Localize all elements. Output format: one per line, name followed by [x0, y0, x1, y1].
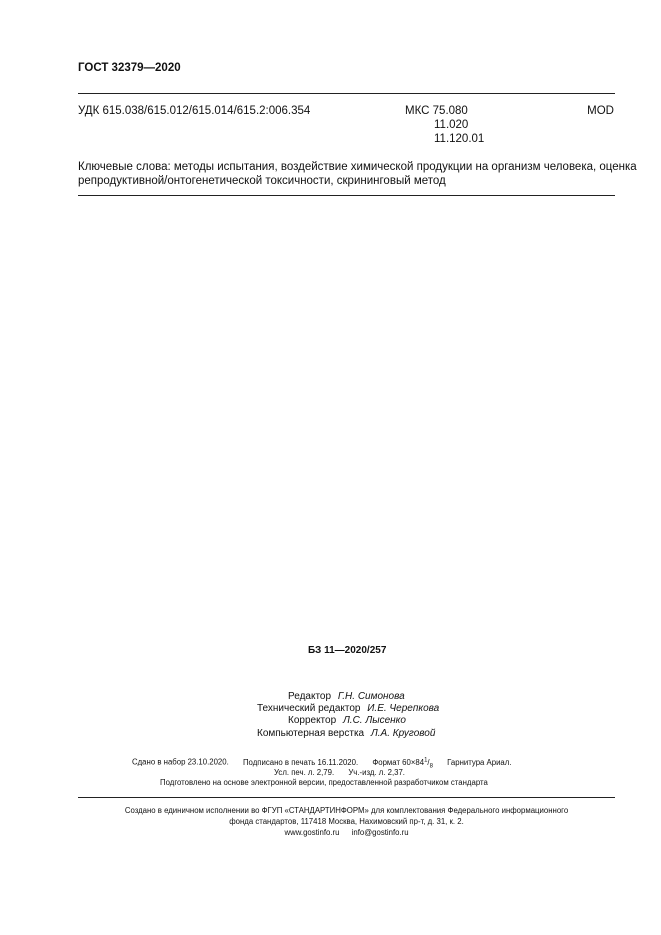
- staff-corrector: [288, 714, 406, 727]
- staff-role: Компьютерная верстка: [257, 728, 365, 739]
- divider-keywords: [78, 195, 615, 196]
- footer-line-2: фонда стандартов, 117418 Москва, Нахимовский пр-т, д. 31, к. 2.: [229, 817, 464, 826]
- imprint-font: Гарнитура Ариал.: [447, 757, 512, 767]
- footer-site-link[interactable]: www.gostinfo.ru: [284, 828, 340, 837]
- imprint-signed: Подписано в печать 16.11.2020.: [242, 757, 359, 767]
- divider-footer: [78, 797, 615, 798]
- gost-code: ГОСТ 32379—2020: [78, 62, 181, 74]
- mks-code: МКС 75.080: [405, 105, 468, 117]
- imprint-submitted: Сдано в набор 23.10.2020.: [132, 757, 229, 767]
- keywords-line-2: репродуктивной/онтогенетической токсичности, скрининговый метод: [78, 175, 446, 187]
- mks-code-2: 11.020: [434, 119, 469, 131]
- bz-code: БЗ 11—2020/257: [308, 645, 387, 656]
- keywords-line-1: Ключевые слова: методы испытания, воздействие химической продукции на организм человека, оценка: [78, 161, 637, 173]
- imprint-format: Формат $60\times 84^1/_8$: [372, 757, 433, 770]
- footer-line-1: Создано в единичном исполнении во ФГУП «СТАНДАРТИНФОРМ» для комплектования Федерального информационного: [124, 806, 569, 815]
- imprint-print-sheets: Усл. печ. л. 2,79.: [274, 768, 335, 777]
- staff-name: И.Е. Черепкова: [367, 703, 440, 714]
- staff-name: Л.С. Лысенко: [342, 715, 406, 726]
- mod-label: MOD: [587, 105, 614, 117]
- imprint-line-3: Подготовлено на основе электронной версии, предоставленной разработчиком стандарта: [160, 778, 488, 787]
- imprint-publish-sheets: Уч.-изд. л. 2,37.: [348, 768, 405, 777]
- udk-code: УДК 615.038/615.012/615.014/615.2:006.354: [78, 105, 311, 117]
- divider-top: [78, 93, 615, 94]
- staff-layout: [257, 727, 435, 740]
- staff-name: Л.А. Круговой: [370, 728, 436, 739]
- mks-code-3: 11.120.01: [434, 133, 485, 145]
- staff-name: Г.Н. Симонова: [337, 691, 405, 702]
- footer-contacts: [78, 827, 615, 838]
- staff-role: Редактор: [288, 691, 332, 702]
- staff-role: Технический редактор: [257, 703, 361, 714]
- staff-role: Корректор: [288, 715, 337, 726]
- footer-email-link[interactable]: info@gostinfo.ru: [351, 828, 409, 837]
